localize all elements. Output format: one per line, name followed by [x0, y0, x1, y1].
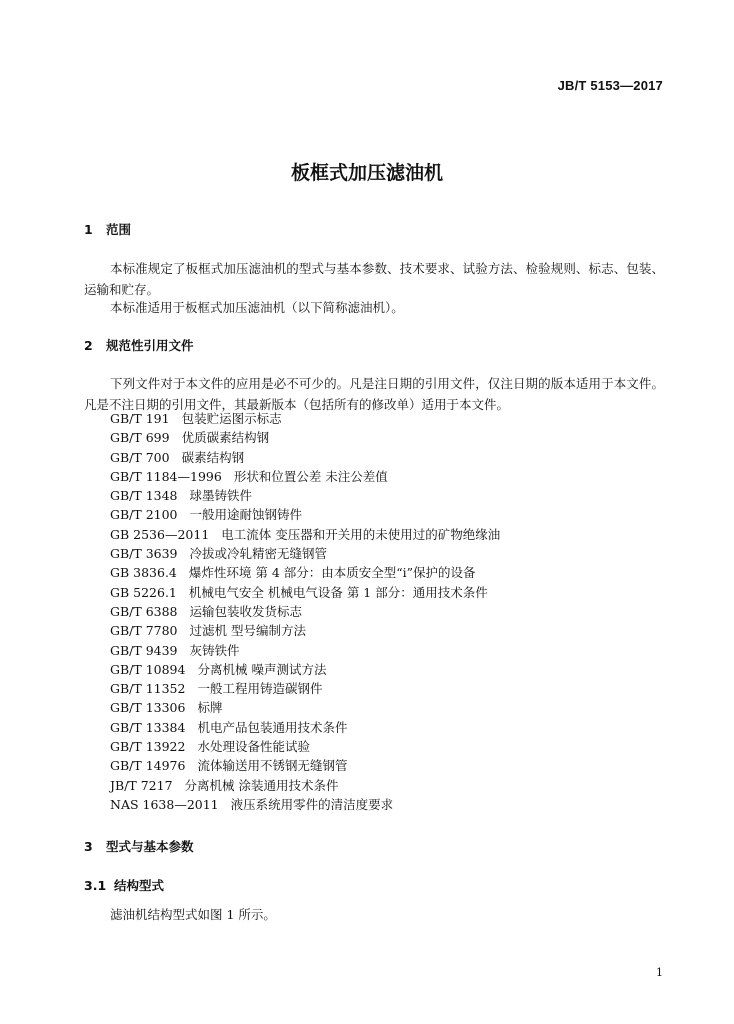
subsection-3-1-heading: [84, 876, 164, 894]
reference-item: [110, 641, 500, 660]
reference-title: 一般工程用铸造碳钢件: [197, 681, 323, 697]
section-title: 型式与基本参数: [106, 839, 194, 854]
section-number: 1: [84, 222, 93, 237]
reference-title: 水处理设备性能试验: [197, 739, 310, 755]
reference-item: [110, 679, 500, 698]
reference-code: GB 5226.1: [110, 584, 177, 600]
reference-title: 液压系统用零件的清洁度要求: [230, 796, 394, 812]
reference-code: GB/T 1184—1996: [110, 468, 222, 484]
reference-code: GB/T 13384: [110, 719, 186, 735]
section-2-intro: 下列文件对于本文件的应用是必不可少的。凡是注日期的引用文件，仅注日期的版本适用于本文件。凡是不注日期的引用文件，其最新版本（包括所有的修改单）适用于本文件。: [84, 376, 664, 412]
reference-title: 流体输送用不锈钢无缝钢管: [197, 758, 348, 774]
reference-code: GB/T 9439: [110, 642, 178, 658]
reference-title: 碳素结构钢: [181, 449, 245, 465]
section-title: 规范性引用文件: [106, 338, 194, 353]
reference-code: GB/T 191: [110, 411, 170, 426]
reference-title: 运输包装收发货标志: [189, 603, 303, 619]
reference-title: 一般用途耐蚀钢铸件: [189, 507, 303, 523]
reference-code: GB/T 700: [110, 449, 170, 465]
page-number: 1: [656, 966, 663, 979]
reference-item: [110, 428, 500, 447]
reference-code: GB/T 13306: [110, 700, 186, 716]
reference-item: [110, 486, 500, 505]
reference-code: GB/T 699: [110, 430, 170, 446]
reference-title: 灰铸铁件: [189, 642, 240, 658]
reference-title: 机电产品包装通用技术条件: [197, 719, 348, 735]
section-1-heading: [84, 220, 131, 238]
reference-title: 机械电气安全 机械电气设备 第 1 部分：通用技术条件: [188, 584, 488, 600]
reference-code: GB/T 10894: [110, 661, 186, 677]
reference-item: [110, 776, 500, 795]
reference-item: [110, 544, 500, 563]
reference-title: 过滤机 型号编制方法: [189, 623, 306, 639]
reference-title: 冷拔或冷轧精密无缝钢管: [189, 546, 328, 562]
reference-code: GB/T 3639: [110, 546, 178, 562]
reference-title: 分离机械 噪声测试方法: [197, 661, 327, 677]
reference-code: NAS 1638—2011: [110, 796, 219, 812]
reference-item: [110, 505, 500, 524]
subsection-number: 3.1: [84, 878, 107, 893]
reference-code: GB/T 1348: [110, 488, 178, 504]
reference-code: GB/T 2100: [110, 507, 178, 523]
section-number: 2: [84, 338, 93, 353]
standard-code: JB/T 5153—2017: [557, 78, 663, 93]
normative-references-list: [110, 409, 500, 814]
section-2-heading: [84, 336, 194, 354]
section-3-heading: [84, 837, 194, 855]
reference-code: GB 2536—2011: [110, 526, 210, 542]
reference-title: 分离机械 涂装通用技术条件: [184, 777, 339, 793]
reference-item: [110, 563, 500, 582]
reference-title: 优质碳素结构钢: [181, 430, 270, 446]
reference-code: GB 3836.4: [110, 565, 177, 581]
reference-item: [110, 467, 500, 486]
reference-item: [110, 525, 500, 544]
reference-code: GB/T 6388: [110, 603, 178, 619]
section-1-paragraph-2: 本标准适用于板框式加压滤油机（以下简称滤油机）。: [110, 300, 404, 315]
reference-item: [110, 602, 500, 621]
reference-code: GB/T 7780: [110, 623, 178, 639]
reference-item: [110, 409, 500, 428]
reference-title: 电工流体 变压器和开关用的未使用过的矿物绝缘油: [221, 526, 501, 542]
subsection-3-1-paragraph: 滤油机结构型式如图 1 所示。: [110, 907, 276, 922]
reference-item: [110, 737, 500, 756]
document-title: 板框式加压滤油机: [290, 162, 443, 184]
reference-item: [110, 756, 500, 775]
section-1-paragraph-1: 本标准规定了板框式加压滤油机的型式与基本参数、技术要求、试验方法、检验规则、标志、包装、运输和贮存。: [84, 261, 664, 297]
reference-code: GB/T 11352: [110, 681, 186, 697]
reference-code: GB/T 14976: [110, 758, 186, 774]
section-number: 3: [84, 839, 93, 854]
reference-title: 标牌: [197, 700, 223, 716]
reference-item: [110, 795, 500, 814]
reference-title: 球墨铸铁件: [189, 488, 253, 504]
reference-code: GB/T 13922: [110, 739, 186, 755]
subsection-title: 结构型式: [114, 878, 165, 893]
reference-item: [110, 698, 500, 717]
reference-item: [110, 621, 500, 640]
reference-item: [110, 583, 500, 602]
reference-title: 包装贮运图示标志: [181, 411, 282, 426]
reference-code: JB/T 7217: [110, 777, 173, 793]
section-title: 范围: [106, 222, 132, 237]
reference-item: [110, 660, 500, 679]
reference-item: [110, 448, 500, 467]
reference-title: 爆炸性环境 第 4 部分：由本质安全型“i”保护的设备: [188, 565, 476, 581]
reference-title: 形状和位置公差 未注公差值: [233, 468, 388, 484]
reference-item: [110, 718, 500, 737]
